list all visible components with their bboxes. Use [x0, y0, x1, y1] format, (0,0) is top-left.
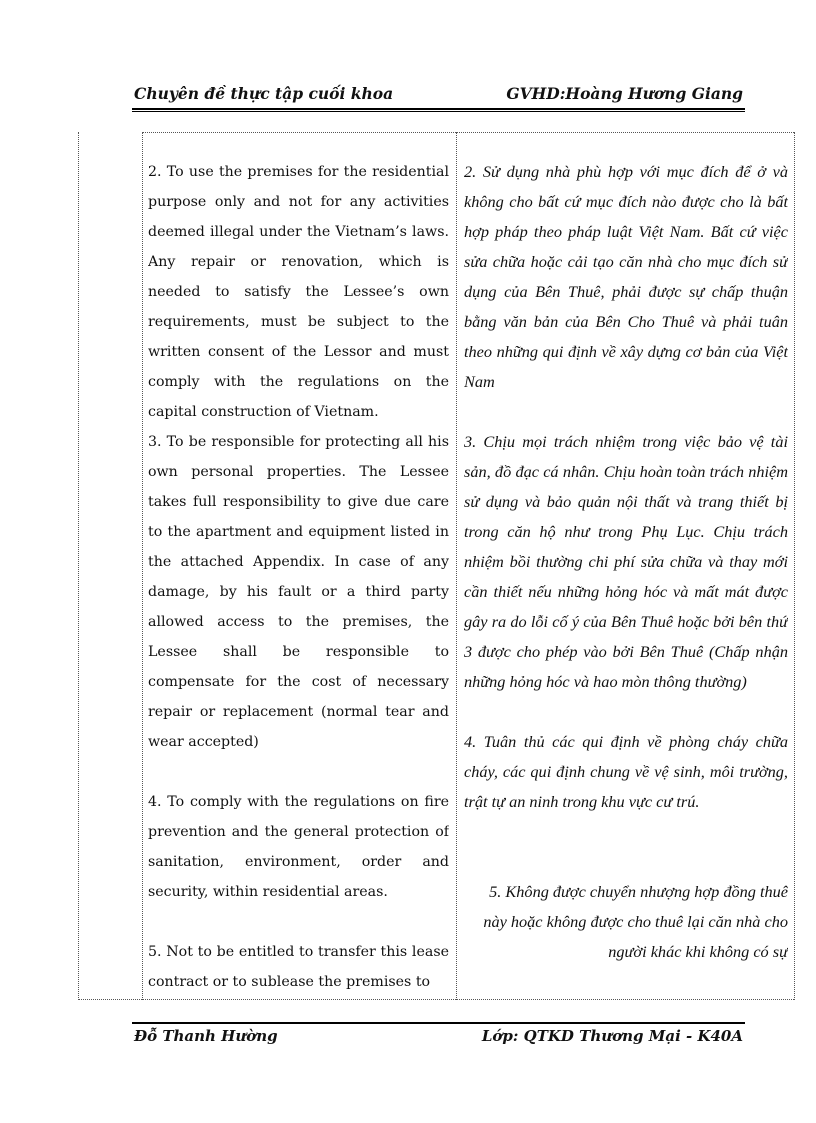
page-footer [134, 1027, 743, 1049]
vietnamese-clause-5: 5. Không được chuyển nhượng hợp đồng thuê này hoặc không được cho thuê lại căn nhà cho người khác khi không có sự [483, 882, 788, 961]
header-rule-thin [132, 111, 745, 112]
header-title: Chuyên đề thực tập cuối khoa [134, 84, 394, 103]
english-clause-3: 3. To be responsible for protecting all his own personal properties. The Lessee takes full responsibility to give due care to the apartment and equipment listed in the attached Appendix. In case of any damage, by his fault or a third party allowed access to the premises, the Lessee shall be responsible to compensate for the cost of necessary repair or replacement (normal tear and wear accepted) [148, 434, 449, 750]
header-advisor: GVHD:Hoàng Hương Giang [506, 84, 743, 103]
page-header [134, 84, 743, 106]
english-column [148, 157, 449, 1000]
footer-rule [132, 1022, 745, 1024]
footer-author: Đỗ Thanh Hường [134, 1027, 278, 1045]
table-right-border [794, 132, 795, 1000]
vietnamese-column [464, 157, 788, 1000]
english-clause-4: 4. To comply with the regulations on fire prevention and the general protection of sanitation, environment, order and security, within residential areas. [148, 794, 449, 900]
vietnamese-clause-2: 2. Sử dụng nhà phù hợp với mục đích để ở và không cho bất cứ mục đích nào được cho là bất hợp pháp theo pháp luật Việt Nam. Bất cứ việc sửa chữa hoặc cải tạo căn nhà cho mục đích sử dụng của Bên Thuê, phải được sự chấp thuận bằng văn bản của Bên Cho Thuê và phải tuân theo những qui định về xây dựng cơ bản của Việt Nam [464, 162, 788, 391]
vietnamese-clause-3: 3. Chịu mọi trách nhiệm trong việc bảo vệ tài sản, đồ đạc cá nhân. Chịu hoàn toàn trách nhiệm sử dụng và bảo quản nội thất và trang thiết bị trong căn hộ như trong Phụ Lục. Chịu trách nhiệm bồi thường chi phí sửa chữa và thay mới cần thiết nếu những hỏng hóc và mất mát được gây ra do lỗi cố ý của Bên Thuê hoặc bởi bên thứ 3 được cho phép vào bởi Bên Thuê (Chấp nhận những hỏng hóc và hao mòn thông thường) [464, 432, 788, 691]
page-margin-line [78, 132, 79, 1000]
vietnamese-clause-4: 4. Tuân thủ các qui định về phòng cháy chữa cháy, các qui định chung về vệ sinh, môi trường, trật tự an ninh trong khu vực cư trú. [464, 732, 788, 811]
table-left-border [142, 132, 143, 1000]
header-rule [132, 108, 745, 110]
table-mid-border [456, 132, 457, 1000]
english-clause-2: 2. To use the premises for the residential purpose only and not for any activities deemed illegal under the Vietnam’s laws. Any repair or renovation, which is needed to satisfy the Lessee’s own requirements, must be subject to the written consent of the Lessor and must comply with the regulations on the capital construction of Vietnam. [148, 164, 449, 420]
footer-class: Lớp: QTKD Thương Mại - K40A [481, 1027, 743, 1045]
table-top-border [142, 132, 794, 133]
english-clause-5: 5. Not to be entitled to transfer this lease contract or to sublease the premises to [148, 944, 449, 990]
